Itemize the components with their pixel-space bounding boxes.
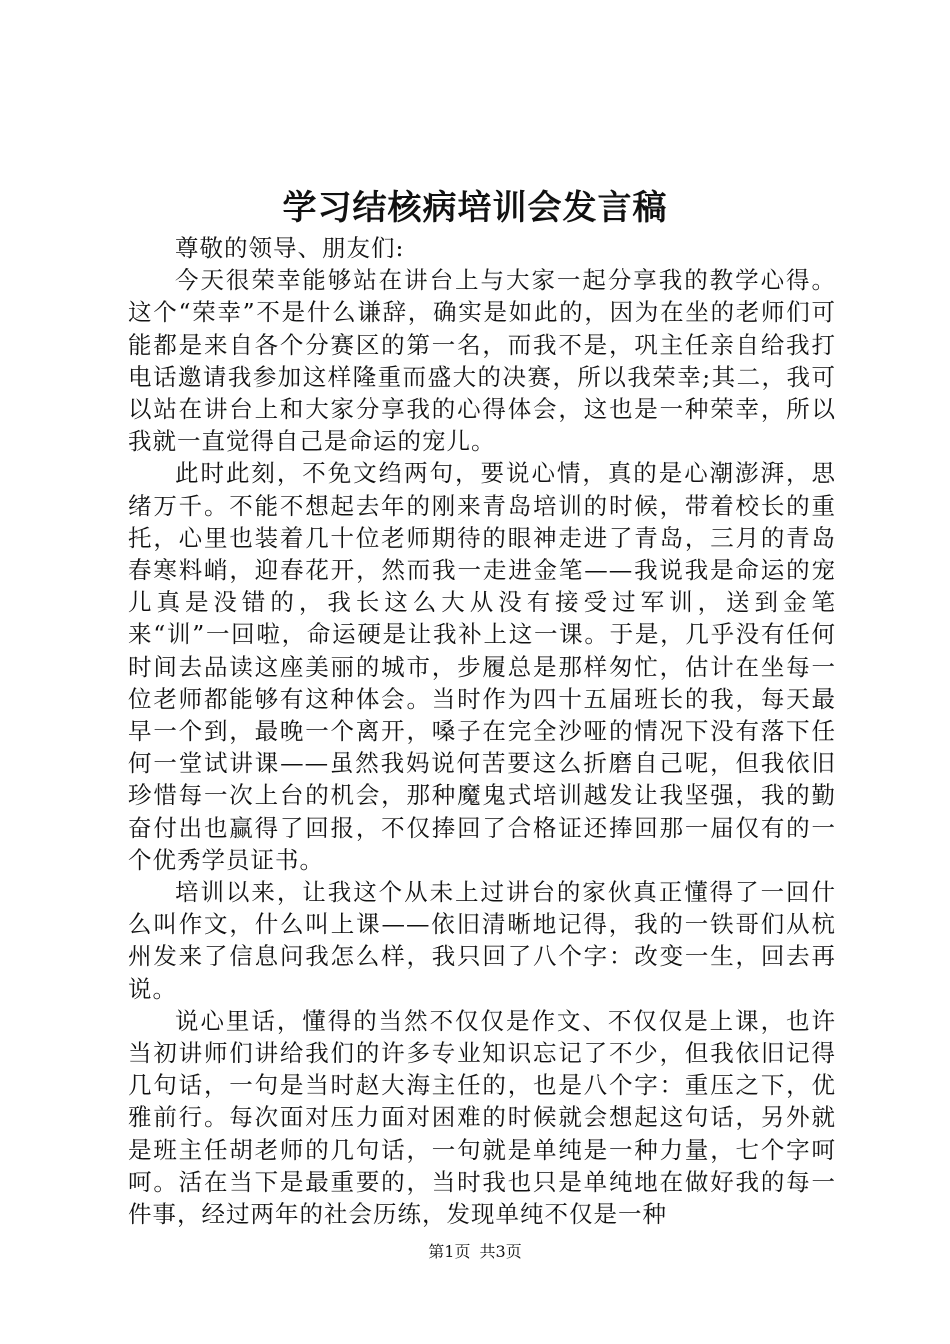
salutation: 尊敬的领导、朋友们: xyxy=(175,234,405,262)
page-footer xyxy=(0,1240,950,1264)
paragraph: 今天很荣幸能够站在讲台上与大家一起分享我的教学心得。这个“荣幸”不是什么谦辞，确实是如此的，因为在坐的老师们可能都是来自各个分赛区的第一名，而我不是，巩主任亲自给我打电话邀请我参加这样隆重而盛大的决赛，所以我荣幸;其二，我可以站在讲台上和大家分享我的心得体会，这也是一种荣幸，所以我就一直觉得自己是命运的宠儿。 xyxy=(128,266,836,456)
page-title: 学习结核病培训会发言稿 xyxy=(282,188,668,228)
paragraph: 培训以来，让我这个从未上过讲台的家伙真正懂得了一回什么叫作文，什么叫上课——依旧清晰地记得，我的一铁哥们从杭州发来了信息问我怎么样，我只回了八个字：改变一生，回去再说。 xyxy=(128,878,836,1003)
paragraph: 此时此刻，不免文绉两句，要说心情，真的是心潮澎湃，思绪万千。不能不想起去年的刚来青岛培训的时候，带着校长的重托，心里也装着几十位老师期待的眼神走进了青岛，三月的青岛春寒料峭，迎春花开，然而我一走进金笔——我说我是命运的宠儿真是没错的，我长这么大从没有接受过军训，送到金笔来“训”一回啦，命运硬是让我补上这一课。于是，几乎没有任何时间去品读这座美丽的城市，步履总是那样匆忙，估计在坐每一位老师都能够有这种体会。当时作为四十五届班长的我，每天最早一个到，最晚一个离开，嗓子在完全沙哑的情况下没有落下任何一堂试讲课——虽然我妈说何苦要这么折磨自己呢，但我依旧珍惜每一次上台的机会，那种魔鬼式培训越发让我坚强，我的勤奋付出也赢得了回报，不仅捧回了合格证还捧回那一届仅有的一个优秀学员证书。 xyxy=(128,459,836,874)
page-number: 第1页 xyxy=(428,1242,471,1261)
page-total: 共3页 xyxy=(479,1242,522,1261)
paragraph: 说心里话，懂得的当然不仅仅是作文、不仅仅是上课，也许当初讲师们讲给我们的许多专业知识忘记了不少，但我依旧记得几句话，一句是当时赵大海主任的，也是八个字：重压之下，优雅前行。每次面对压力面对困难的时候就会想起这句话，另外就是班主任胡老师的几句话，一句就是单纯是一种力量，七个字呵呵。活在当下是最重要的，当时我也只是单纯地在做好我的每一件事，经过两年的社会历练，发现单纯不仅是一种 xyxy=(128,1006,836,1229)
document-body xyxy=(128,232,836,1230)
